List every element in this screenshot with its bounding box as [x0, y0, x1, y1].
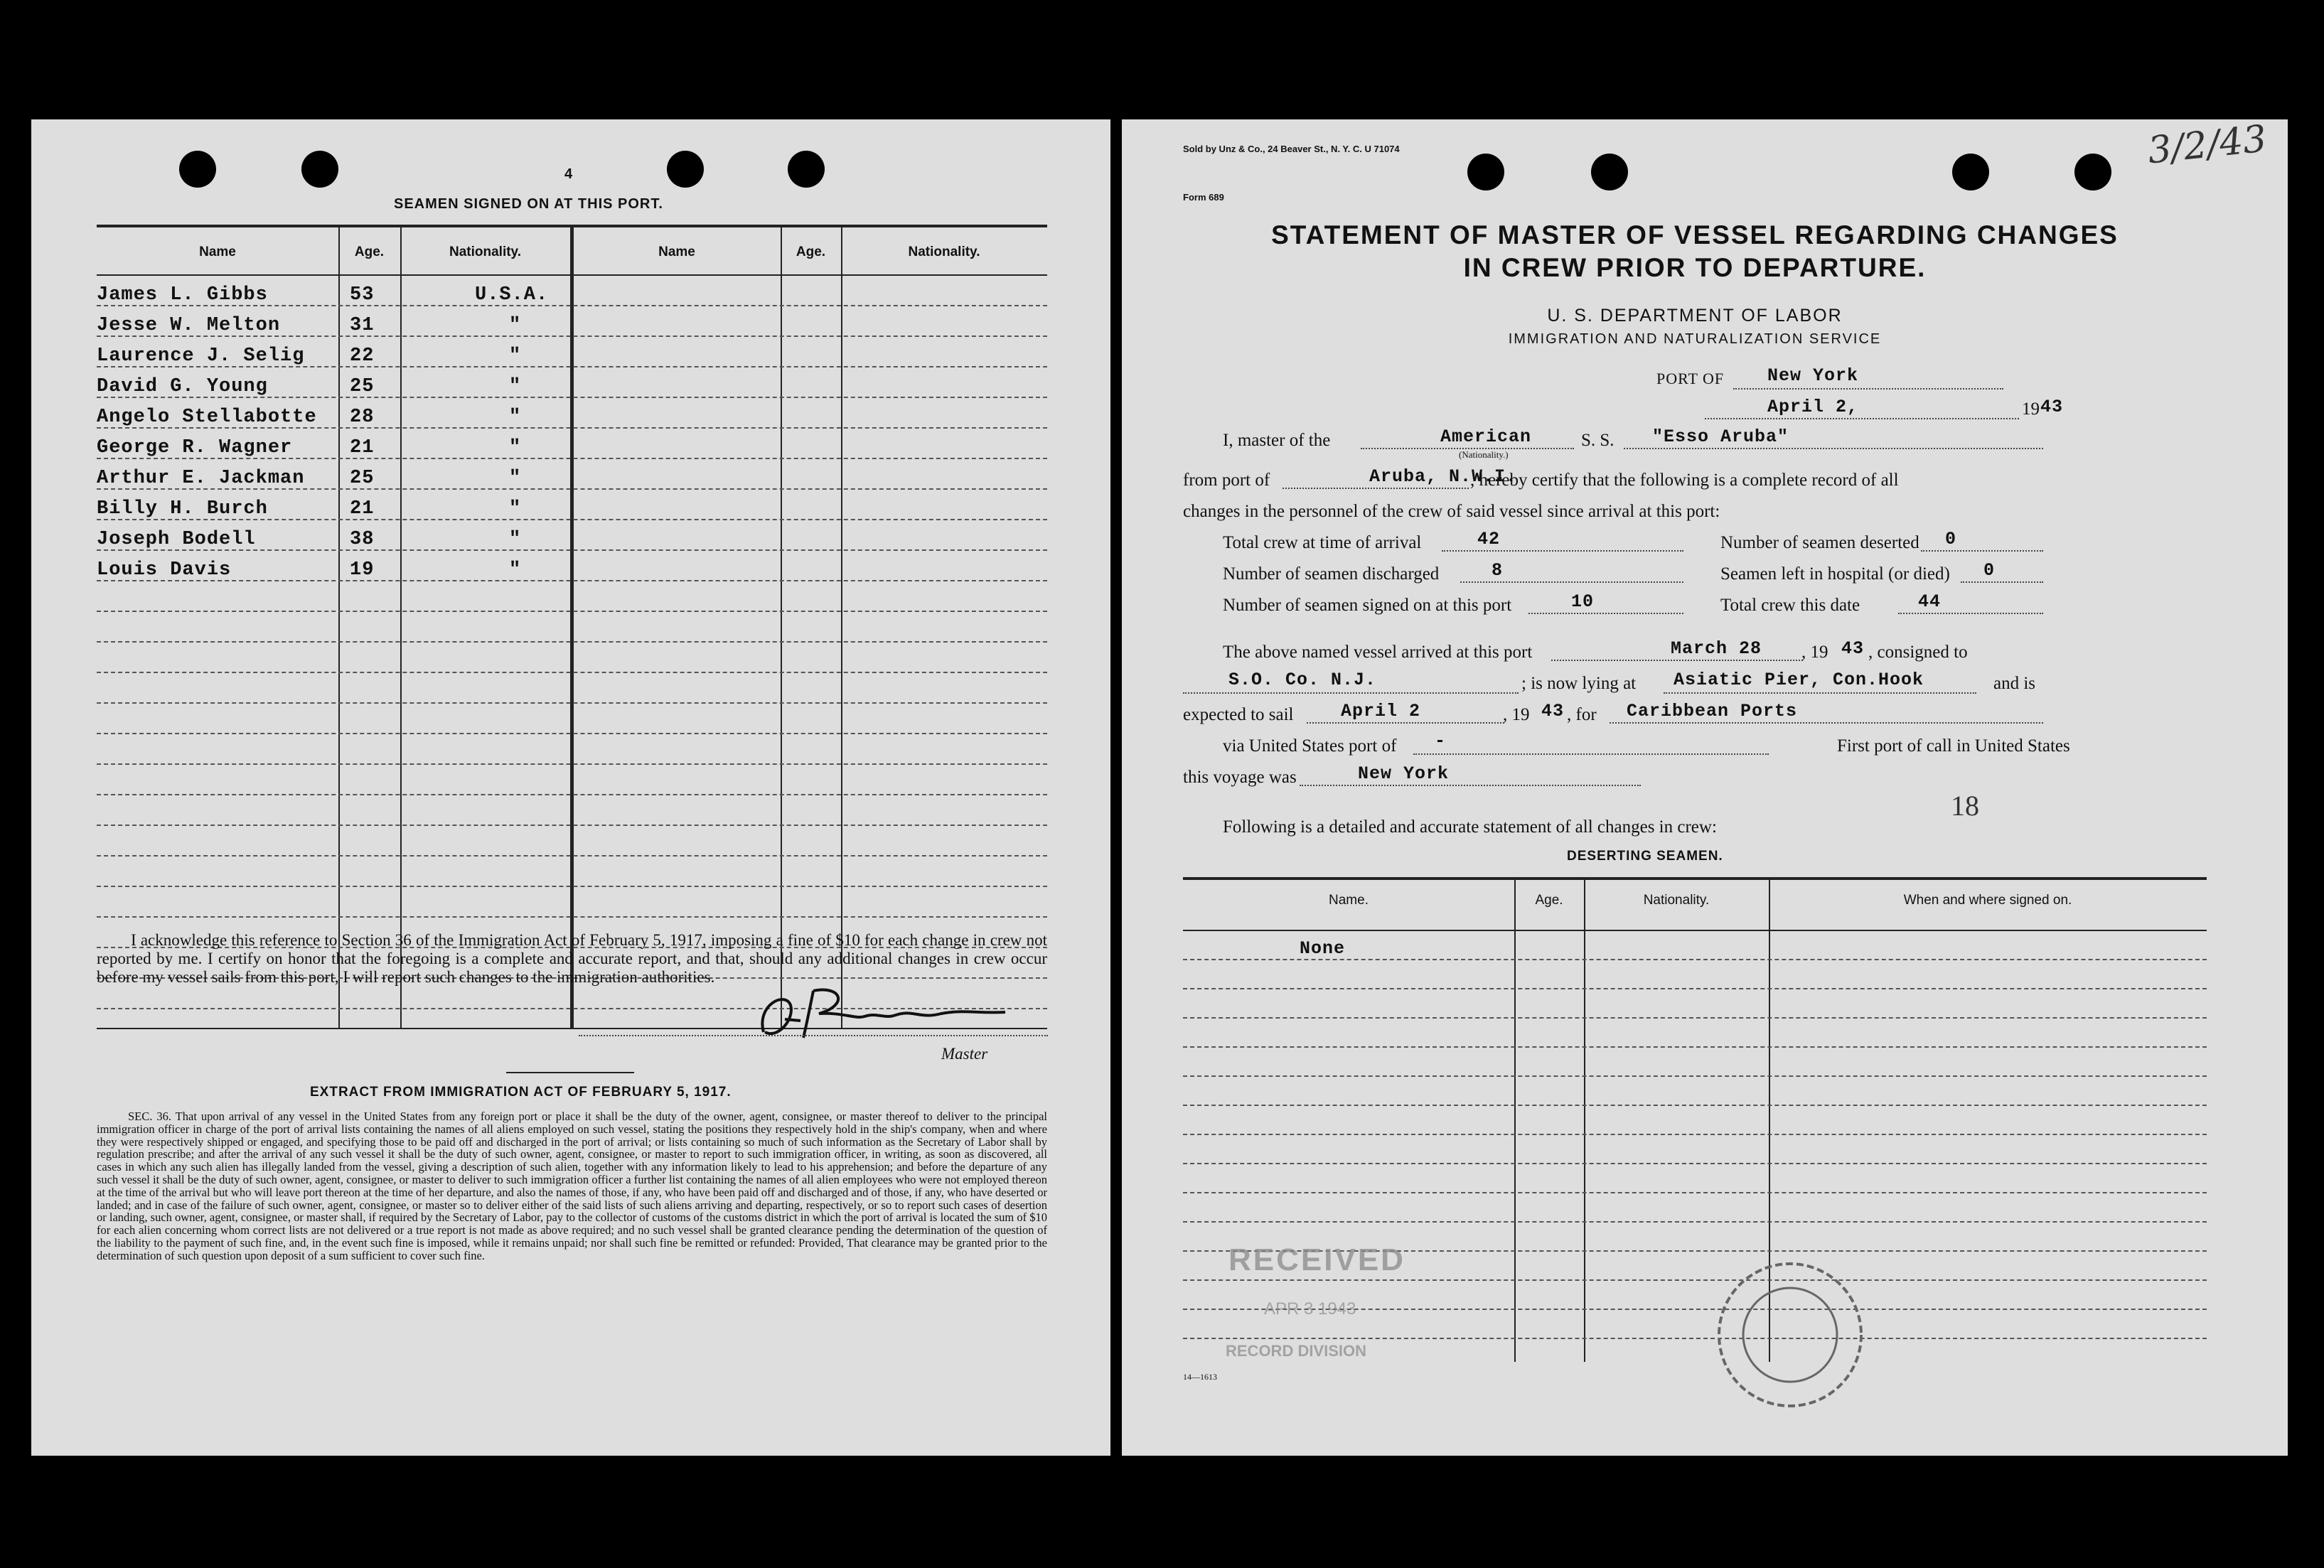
ship-prefix: S. S. [1581, 431, 1615, 450]
expected-year: 43 [1541, 701, 1565, 721]
punch-hole [1467, 154, 1504, 190]
crew-nationality: U.S.A. [475, 284, 549, 306]
table-row [97, 494, 1047, 525]
received-stamp: RECEIVED [1228, 1242, 1405, 1277]
row-rule [97, 702, 1047, 704]
total-crew-arrival-label: Total crew at time of arrival [1223, 533, 1422, 552]
printer-note: Sold by Unz & Co., 24 Beaver St., N. Y. C. U 71074 [1183, 144, 1400, 154]
deserting-col-age: Age. [1535, 893, 1563, 908]
crew-nationality: " [509, 376, 522, 397]
crew-age: 53 [350, 284, 375, 306]
table-row [97, 525, 1047, 555]
crew-age: 21 [350, 498, 375, 520]
table-row [97, 402, 1047, 433]
from-port-label: from port of [1183, 471, 1270, 490]
punch-hole [2074, 154, 2111, 190]
page-number: 4 [564, 166, 574, 182]
row-rule [1183, 1221, 2207, 1223]
section-36-text: SEC. 36. That upon arrival of any vessel in the United States from any foreign port or place it shall be the duty of the owner, agent, consignee, or master thereof to deliver to the principal immigration officer in charge of the port of arrival lists containing the names of all aliens employed on such vessel, stating the positions they respectively hold in the ship's company, when and where they were respectively shipped or engaged, and specifying those to be paid off and discharged in the port of arrival; or lists containing so much of such information as the Secretary of Labor shall by regulation prescribe; and after the arrival of any such vessel it shall be the duty of such owner, agent, consignee, or master to report to such immigration officer, in writing, as soon as discovered, all cases in which any such alien has illegally landed from the vessel, giving a description of such alien, together with any information likely to lead to his apprehension; and before the departure of any such vessel it shall be the duty of such owner, agent, consignee, or master to deliver to such immigration officer a further list containing the names of all alien employees who were not employed thereon at the time of the arrival but who will leave port thereon at the time of her departure, and also the names of those, if any, who have been paid off and discharged and of those, if any, who have deserted or landed; and in case of the failure of such owner, agent, consignee, or master so to deliver either of the said lists of such aliens arriving and departing, respectively, or so to report such cases of desertion or landing, such owner, agent, consignee, or master shall, if required by the Secretary of Labor, pay to the collector of customs of the customs district in which the port of arrival is located the sum of $10 for each alien concerning whom correct lists are not delivered or a true report is not made as above required; and no such vessel shall be granted clearance pending the determination of the question of the liability to the payment of such fine, and, in the event such fine is imposed, while it remains unpaid; nor shall such fine be remitted or refunded: Provided, That clearance may be granted prior to the determination of such question upon deposit of a sum sufficient to cover such fine. [97, 1110, 1047, 1262]
lying-value: Asiatic Pier, Con.Hook [1674, 670, 1924, 690]
punch-hole [1952, 154, 1989, 190]
service-name: IMMIGRATION AND NATURALIZATION SERVICE [1508, 331, 1882, 347]
crew-age: 22 [350, 345, 375, 367]
via-label: via United States port of [1223, 736, 1397, 756]
row-rule [1183, 1046, 2207, 1048]
extract-title: EXTRACT FROM IMMIGRATION ACT OF FEBRUARY 5, 1917. [310, 1085, 732, 1100]
signed-on-value: 10 [1571, 591, 1595, 612]
arrived-year: 43 [1841, 638, 1865, 659]
crew-nationality: " [509, 468, 522, 489]
crew-name: Angelo Stellabotte [97, 407, 317, 428]
department-name: U. S. DEPARTMENT OF LABOR [1547, 306, 1843, 326]
left-page [31, 119, 1110, 1456]
row-rule [97, 825, 1047, 826]
signed-on-label: Number of seamen signed on at this port [1223, 596, 1512, 615]
voyage-label: this voyage was [1183, 768, 1297, 787]
crew-age: 25 [350, 468, 375, 489]
master-signature [735, 977, 1034, 1055]
acknowledgment-text: I acknowledge this reference to Section 36 of the Immigration Act of February 5, 1917, imposing a fine of $10 for each change in crew not reported by me. I certify on honor that the foregoing is a complete and accurate report, and that, should any additional changes in crew occur before my vessel sails from this port, I will report such changes to the immigration authorities. [97, 931, 1047, 986]
ship-name: "Esso Aruba" [1652, 426, 1789, 447]
circular-seal-stamp [1698, 1242, 1883, 1427]
deserted-value: 0 [1945, 529, 1957, 549]
table-row [97, 311, 1047, 341]
punch-hole [788, 151, 825, 188]
nationality-caption: (Nationality.) [1459, 449, 1509, 460]
crew-nationality: " [509, 498, 522, 520]
row-rule [97, 886, 1047, 887]
deserting-col-signed-on: When and where signed on. [1903, 893, 2072, 908]
column-header-age-2: Age. [796, 245, 826, 259]
crew-age: 19 [350, 559, 375, 581]
master-prefix: I, master of the [1223, 431, 1331, 450]
crew-age: 38 [350, 529, 375, 550]
punch-hole [667, 151, 704, 188]
crew-age: 25 [350, 376, 375, 397]
crew-name: Louis Davis [97, 559, 232, 581]
right-page [1122, 119, 2288, 1456]
date-value: April 2, [1767, 397, 1859, 417]
crew-age: 21 [350, 437, 375, 458]
changes-text: changes in the personnel of the crew of said vessel since arrival at this port: [1183, 502, 1720, 521]
deserting-entry: None [1300, 938, 1346, 959]
certify-text: , hereby certify that the following is a complete record of all [1470, 471, 1899, 490]
crew-name: Arthur E. Jackman [97, 468, 305, 489]
consignee-value: S.O. Co. N.J. [1228, 670, 1377, 690]
form-title-line2: IN CREW PRIOR TO DEPARTURE. [1463, 253, 1927, 282]
column-header-age: Age. [354, 245, 385, 259]
column-header-nationality: Nationality. [449, 245, 521, 259]
row-rule [97, 611, 1047, 612]
row-rule [1183, 1338, 2207, 1339]
seamen-signed-on-title: SEAMEN SIGNED ON AT THIS PORT. [394, 196, 663, 212]
port-value: New York [1767, 365, 1859, 386]
crew-nationality: " [509, 345, 522, 367]
expected-year-prefix: , 19 [1503, 705, 1530, 724]
punch-hole [1591, 154, 1628, 190]
total-crew-arrival-value: 42 [1477, 529, 1501, 549]
nationality-value: American [1440, 426, 1532, 447]
table-row [97, 463, 1047, 494]
row-rule [1183, 1017, 2207, 1019]
crew-nationality: " [509, 529, 522, 550]
form-title-line1: STATEMENT OF MASTER OF VESSEL REGARDING CHANGES [1271, 220, 2119, 249]
table-row [97, 433, 1047, 463]
hospital-label: Seamen left in hospital (or died) [1720, 564, 1950, 584]
crew-name: George R. Wagner [97, 437, 293, 458]
row-rule [1183, 1279, 2207, 1281]
deserting-col-name: Name. [1329, 893, 1369, 908]
crew-name: Billy H. Burch [97, 498, 268, 520]
table-row [97, 555, 1047, 586]
deserted-label: Number of seamen deserted [1720, 533, 1919, 552]
row-rule [97, 672, 1047, 673]
form-code: 14—1613 [1183, 1372, 1217, 1382]
year-prefix: 19 [2022, 399, 2040, 419]
first-port-label: First port of call in United States [1837, 736, 2070, 756]
row-rule [97, 641, 1047, 643]
discharged-label: Number of seamen discharged [1223, 564, 1440, 584]
arrived-year-prefix: , 19 [1801, 643, 1828, 662]
table-row [97, 372, 1047, 402]
hospital-value: 0 [1983, 560, 1996, 581]
handwritten-number: 18 [1951, 790, 1979, 822]
row-rule [1183, 1105, 2207, 1106]
for-value: Caribbean Ports [1627, 701, 1798, 721]
column-header-name: Name [199, 245, 236, 259]
deserting-col-nationality: Nationality. [1643, 893, 1710, 908]
total-crew-date-label: Total crew this date [1720, 596, 1860, 615]
row-rule [1183, 1134, 2207, 1135]
row-rule [1183, 988, 2207, 989]
arrived-value: March 28 [1671, 638, 1762, 659]
crew-nationality: " [509, 315, 522, 336]
handwritten-date: 3/2/43 [2145, 117, 2269, 173]
expected-value: April 2 [1341, 701, 1421, 721]
row-rule [97, 916, 1047, 918]
consigned-label: , consigned to [1868, 643, 1968, 662]
received-stamp-date: APR 3 1943 [1264, 1299, 1356, 1319]
crew-nationality: " [509, 437, 522, 458]
column-header-name-2: Name [658, 245, 695, 259]
punch-hole [301, 151, 338, 188]
crew-age: 28 [350, 407, 375, 428]
crew-name: Joseph Bodell [97, 529, 256, 550]
crew-name: David G. Young [97, 376, 268, 397]
crew-name: Jesse W. Melton [97, 315, 281, 336]
table-row [97, 341, 1047, 372]
table-row [97, 280, 1047, 311]
row-rule [1183, 959, 2207, 960]
punch-hole [179, 151, 216, 188]
master-label: Master [941, 1045, 988, 1063]
crew-name: James L. Gibbs [97, 284, 268, 306]
column-header-nationality-2: Nationality. [908, 245, 980, 259]
crew-age: 31 [350, 315, 375, 336]
row-rule [97, 763, 1047, 765]
total-crew-date-value: 44 [1918, 591, 1942, 612]
crew-nationality: " [509, 407, 522, 428]
and-is-text: and is [1993, 674, 2036, 693]
record-division-stamp: RECORD DIVISION [1226, 1342, 1367, 1360]
voyage-value: New York [1358, 763, 1450, 784]
row-rule [1183, 1075, 2207, 1077]
row-rule [1183, 1163, 2207, 1164]
arrived-label: The above named vessel arrived at this port [1223, 643, 1533, 662]
expected-label: expected to sail [1183, 705, 1294, 724]
discharged-value: 8 [1492, 560, 1504, 581]
for-label: , for [1567, 705, 1597, 724]
row-rule [1183, 1192, 2207, 1193]
following-text: Following is a detailed and accurate statement of all changes in crew: [1223, 817, 1717, 837]
row-rule [97, 855, 1047, 857]
row-rule [97, 733, 1047, 734]
deserting-title: DESERTING SEAMEN. [1567, 849, 1723, 864]
crew-nationality: " [509, 559, 522, 581]
form-number: Form 689 [1183, 192, 1224, 203]
lying-label: ; is now lying at [1521, 674, 1637, 693]
crew-name: Laurence J. Selig [97, 345, 305, 367]
via-value: - [1435, 731, 1447, 751]
row-rule [97, 794, 1047, 795]
port-label: PORT OF [1656, 370, 1725, 387]
year-value: 43 [2040, 397, 2064, 417]
from-port-value: Aruba, N.W.I. [1369, 466, 1518, 487]
